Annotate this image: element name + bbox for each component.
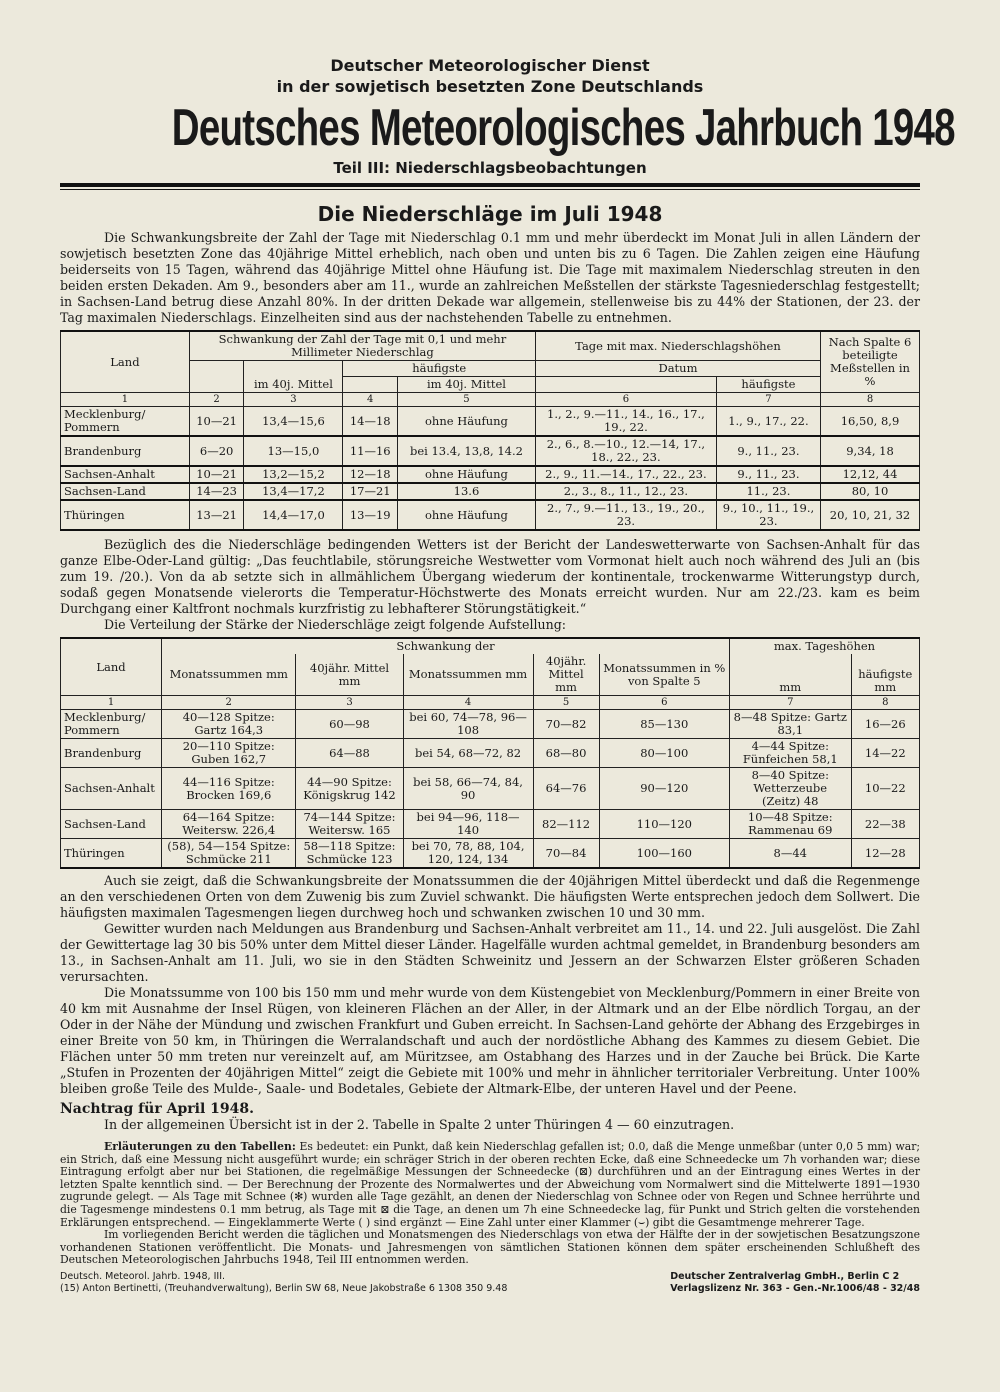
table-cell: 1., 2., 9.—11., 14., 16., 17., 19., 22. bbox=[535, 407, 716, 437]
footer-license: Verlagslizenz Nr. 363 - Gen.-Nr.1006/48 - 32/48 bbox=[670, 1282, 920, 1294]
col-header-mm: mm bbox=[729, 654, 851, 696]
col-header-nach-spalte: Nach Spalte 6 beteiligte Meßstellen in % bbox=[821, 331, 920, 393]
table-row bbox=[61, 768, 920, 810]
table-cell: 13,2—15,2 bbox=[244, 466, 343, 483]
table-cell: 9,34, 18 bbox=[821, 436, 920, 466]
intro-paragraph: Die Schwankungsbreite der Zahl der Tage mit Niederschlag 0.1 mm und mehr überdeckt im Monat Juli in allen Ländern der sowjetisch besetzten Zone das 40jährige Mittel erheblich, nach oben und unten bis zu 6 Tagen. Die Zahlen zeigen eine Häufung beiderseits von 15 Tagen, während das 40jährige Mittel ohne Häufung ist. Die Tage mit maximalem Niederschlag streuten in den beiden ersten Dekaden. Am 9., besonders aber am 11., wurde an zahlreichen Meßstellen der stärkste Tagesniederschlag festgestellt; in Sachsen-Land betrug diese Anzahl 80%. In der dritten Dekade war allgemein, stellenweise bis zu 44% der Stationen, der 23. der Tag maximalen Niederschlags. Einzelheiten sind aus der nachstehenden Tabelle zu entnehmen. bbox=[60, 230, 920, 325]
table-cell: 14—23 bbox=[189, 483, 244, 500]
column-number: 4 bbox=[403, 696, 533, 710]
column-number: 1 bbox=[61, 393, 190, 407]
row-land-cell: Mecklenburg/ Pommern bbox=[61, 407, 190, 437]
row-land-cell: Sachsen-Anhalt bbox=[61, 466, 190, 483]
footer-publisher-name: Deutscher Zentralverlag GmbH., Berlin C 2 bbox=[670, 1270, 900, 1282]
table-cell: ohne Häufung bbox=[397, 407, 535, 437]
col-header-datum: Datum bbox=[535, 361, 820, 377]
table-cell: 9., 10., 11., 19., 23. bbox=[716, 500, 820, 530]
table-row bbox=[61, 436, 920, 466]
table-cell: 64—76 bbox=[533, 768, 599, 810]
col-header-monatssummen-haeufigste: Monatssummen mm bbox=[403, 654, 533, 696]
column-number: 5 bbox=[397, 393, 535, 407]
table-cell: bei 60, 74—78, 96—108 bbox=[403, 710, 533, 739]
table-cell: 10—21 bbox=[189, 407, 244, 437]
table-cell: ohne Häufung bbox=[397, 466, 535, 483]
table-cell: 10—22 bbox=[851, 768, 919, 810]
table-cell: bei 94—96, 118—140 bbox=[403, 810, 533, 839]
publisher-zone-line: in der sowjetisch besetzten Zone Deutschlands bbox=[276, 77, 704, 96]
col-header-haeufigste-mm: häufigste mm bbox=[851, 654, 919, 696]
table-cell: 12—18 bbox=[343, 466, 398, 483]
table-row bbox=[61, 810, 920, 839]
table-cell: 80—100 bbox=[599, 739, 729, 768]
table-cell: 20—110 Spitze: Guben 162,7 bbox=[162, 739, 296, 768]
table-cell: 4—44 Spitze: Fünfeichen 58,1 bbox=[729, 739, 851, 768]
table-cell: 16—26 bbox=[851, 710, 919, 739]
column-number: 5 bbox=[533, 696, 599, 710]
footer-citation: Deutsch. Meteorol. Jahrb. 1948, III. bbox=[60, 1270, 226, 1282]
table-cell: 16,50, 8,9 bbox=[821, 407, 920, 437]
column-number: 2 bbox=[189, 393, 244, 407]
table-cell: 44—90 Spitze: Königskrug 142 bbox=[296, 768, 403, 810]
table-cell: 14—18 bbox=[343, 407, 398, 437]
table-cell: 13—21 bbox=[189, 500, 244, 530]
footer-publisher bbox=[670, 1271, 920, 1295]
table-cell: 100—160 bbox=[599, 839, 729, 869]
col-header-datum-blank bbox=[535, 377, 716, 393]
table-cell: (58), 54—154 Spitze: Schmücke 211 bbox=[162, 839, 296, 869]
table-cell: 82—112 bbox=[533, 810, 599, 839]
col-header-max: max. Tageshöhen bbox=[729, 638, 919, 654]
table-cell: 68—80 bbox=[533, 739, 599, 768]
table-cell: 11—16 bbox=[343, 436, 398, 466]
column-number-row bbox=[61, 393, 920, 407]
row-land-cell: Thüringen bbox=[61, 500, 190, 530]
col-header-40j: im 40j. Mittel bbox=[244, 361, 343, 393]
column-number-row bbox=[61, 696, 920, 710]
table-cell: 10—21 bbox=[189, 466, 244, 483]
table-cell: 11., 23. bbox=[716, 483, 820, 500]
column-number: 6 bbox=[535, 393, 716, 407]
table-row bbox=[61, 407, 920, 437]
table-cell: 13.6 bbox=[397, 483, 535, 500]
col-header-40jaehr-haeufigste: 40jähr. Mittel mm bbox=[533, 654, 599, 696]
table-cell: 58—118 Spitze: Schmücke 123 bbox=[296, 839, 403, 869]
distribution-intro: Die Verteilung der Stärke der Niederschläge zeigt folgende Aufstellung: bbox=[104, 617, 567, 632]
thunderstorm-paragraph: Gewitter wurden nach Meldungen aus Brandenburg und Sachsen-Anhalt verbreitet am 11., 14. und 22. Juli ausgelöst. Die Zahl der Gewittertage lag 30 bis 50% unter dem Mittel dieser Länder. Hagelfälle wurden achtmal gemeldet, in Brandenburg besonders am 13., in Sachsen-Anhalt am 11. Juli, wo sie in den Städten Schweinitz und Jessern an der Schwarzen Elster größeren Schaden verursachten. bbox=[60, 921, 920, 984]
table-cell: 13—15,0 bbox=[244, 436, 343, 466]
table-cell: 9., 11., 23. bbox=[716, 436, 820, 466]
table-cell: 2., 7., 9.—11., 13., 19., 20., 23. bbox=[535, 500, 716, 530]
column-number: 1 bbox=[61, 696, 162, 710]
nachtrag-title: Nachtrag für April 1948. bbox=[60, 1101, 254, 1117]
column-number: 3 bbox=[244, 393, 343, 407]
table-cell: 2., 3., 8., 11., 12., 23. bbox=[535, 483, 716, 500]
table-cell: 70—84 bbox=[533, 839, 599, 869]
table-cell: bei 13.4, 13,8, 14.2 bbox=[397, 436, 535, 466]
table-row bbox=[61, 500, 920, 530]
table-cell: 13,4—17,2 bbox=[244, 483, 343, 500]
col-header-schwankung: Schwankung der bbox=[162, 638, 730, 654]
col-header-haeufigste-40j: im 40j. Mittel bbox=[397, 377, 535, 393]
table-cell: 64—88 bbox=[296, 739, 403, 768]
table-cell: 2., 9., 11.—14., 17., 22., 23. bbox=[535, 466, 716, 483]
table-cell: 60—98 bbox=[296, 710, 403, 739]
row-land-cell: Sachsen-Land bbox=[61, 483, 190, 500]
col-header-prozent: Monatssummen in % von Spalte 5 bbox=[599, 654, 729, 696]
table-cell: 85—130 bbox=[599, 710, 729, 739]
table-row bbox=[61, 839, 920, 869]
table-cell: 80, 10 bbox=[821, 483, 920, 500]
table-cell: 22—38 bbox=[851, 810, 919, 839]
row-land-cell: Mecklenburg/ Pommern bbox=[61, 710, 162, 739]
table-row bbox=[61, 466, 920, 483]
summary-paragraph: Auch sie zeigt, daß die Schwankungsbreite der Monatssummen die der 40jährigen Mittel überdeckt und daß die Regenmenge an den verschiedenen Orten von dem Zuwenig bis zum Zuviel schwankt. Die häufigsten Werte entsprechen jedoch dem Sollwert. Die häufigsten maximalen Tagesmengen liegen durchweg hoch und schwanken zwischen 10 und 30 mm. bbox=[60, 873, 920, 920]
column-number: 3 bbox=[296, 696, 403, 710]
col-header-schwankung: Schwankung der Zahl der Tage mit 0,1 und mehr Millimeter Niederschlag bbox=[189, 331, 535, 361]
row-land-cell: Sachsen-Land bbox=[61, 810, 162, 839]
table-cell: 2., 6., 8.—10., 12.—14, 17., 18., 22., 23. bbox=[535, 436, 716, 466]
footer bbox=[60, 1271, 920, 1295]
explanation-text-2: Im vorliegenden Bericht werden die täglichen und Monatsmengen des Niederschlags von etwa der Hälfte der in der sowjetischen Besatzungszone vorhandenen Stationen veröffentlicht. Die Monats- und Jahresmengen von sämtlichen Stationen können dem später erscheinenden Schlußheft des Deutschen Meteorologischen Jahrbuchs 1948, Teil III entnommen werden. bbox=[60, 1228, 920, 1267]
column-number: 6 bbox=[599, 696, 729, 710]
document-page bbox=[60, 55, 955, 1295]
nachtrag-text: In der allgemeinen Übersicht ist in der 2. Tabelle in Spalte 2 unter Thüringen 4 — 60 einzutragen. bbox=[104, 1117, 735, 1132]
table-cell: 70—82 bbox=[533, 710, 599, 739]
col-header-tage-max: Tage mit max. Niederschlagshöhen bbox=[535, 331, 820, 361]
section-title: Die Niederschläge im Juli 1948 bbox=[317, 202, 663, 226]
table-cell: 13—19 bbox=[343, 500, 398, 530]
column-number: 7 bbox=[729, 696, 851, 710]
table-cell: 8—40 Spitze: Wetterzeube (Zeitz) 48 bbox=[729, 768, 851, 810]
col-header-haeufigste-blank bbox=[343, 377, 398, 393]
table-cell: 1., 9., 17., 22. bbox=[716, 407, 820, 437]
col-header-blank bbox=[189, 361, 244, 393]
table-cell: 64—164 Spitze: Weitersw. 226,4 bbox=[162, 810, 296, 839]
explanation-label: Erläuterungen zu den Tabellen: bbox=[104, 1140, 296, 1153]
column-number: 8 bbox=[851, 696, 919, 710]
col-header-40jaehr: 40jähr. Mittel mm bbox=[296, 654, 403, 696]
weather-paragraph: Bezüglich des die Niederschläge bedingenden Wetters ist der Bericht der Landeswetterwarte von Sachsen-Anhalt für das ganze Elbe-Oder-Land gültig: „Das feuchtlabile, störungsreiche Westwetter vom Vormonat hielt auch noch während des Juli an (bis zum 19. /20.). Von da ab setzte sich in allmählichem Übergang wiederum der kontinentale, trockenwarme Witterungstyp durch, sodaß gegen Monatsende vielerorts die Temperatur-Höchstwerte des Monats erreicht wurden. Nur am 22./23. kam es beim Durchgang einer Kaltfront nochmals kurzfristig zu lebhafterer Störungstätigkeit.“ bbox=[60, 537, 920, 616]
table-cell: 9., 11., 23. bbox=[716, 466, 820, 483]
col-header-datum-haeufigste: häufigste bbox=[716, 377, 820, 393]
table-cell: bei 70, 78, 88, 104, 120, 124, 134 bbox=[403, 839, 533, 869]
table-cell: 10—48 Spitze: Rammenau 69 bbox=[729, 810, 851, 839]
row-land-cell: Brandenburg bbox=[61, 739, 162, 768]
table-precip-days bbox=[60, 330, 920, 531]
table-cell: 74—144 Spitze: Weitersw. 165 bbox=[296, 810, 403, 839]
column-number: 7 bbox=[716, 393, 820, 407]
table-cell: 12,12, 44 bbox=[821, 466, 920, 483]
table-cell: 110—120 bbox=[599, 810, 729, 839]
table-row bbox=[61, 710, 920, 739]
table-row bbox=[61, 483, 920, 500]
col-header-land: Land bbox=[61, 638, 162, 696]
row-land-cell: Sachsen-Anhalt bbox=[61, 768, 162, 810]
table-cell: ohne Häufung bbox=[397, 500, 535, 530]
table-cell: 12—28 bbox=[851, 839, 919, 869]
monthly-sum-paragraph: Die Monatssumme von 100 bis 150 mm und mehr wurde von dem Küstengebiet von Mecklenburg/Pommern in einer Breite von 40 km mit Ausnahme der Insel Rügen, von kleineren Flächen an der Aller, in der Altmark und an der Elbe nördlich Torgau, an der Oder in der Nähe der Mündung und zwischen Frankfurt und Guben erreicht. In Sachsen-Land gehörte der Abhang des Erzgebirges in einer Breite von 50 km, in Thüringen die Werralandschaft und auch der nordöstliche Abhang des Kammes zu diesem Gebiet. Die Flächen unter 50 mm treten nur vereinzelt auf, am Müritzsee, am Ostabhang des Harzes und in der Zauche bei Brück. Die Karte „Stufen in Prozenten der 40jährigen Mittel“ zeigt die Gebiete mit 100% und mehr in ähnlicher territorialer Verbreitung. Unter 100% bleiben große Teile des Mulde-, Saale- und Bodetales, Gebiete der Altmark-Elbe, der unteren Havel und der Peene. bbox=[60, 985, 920, 1096]
explanation-note bbox=[60, 1141, 920, 1267]
table-precip-amounts bbox=[60, 637, 920, 869]
table-cell: 14,4—17,0 bbox=[244, 500, 343, 530]
col-header-monatssummen: Monatssummen mm bbox=[162, 654, 296, 696]
table-cell: 6—20 bbox=[189, 436, 244, 466]
row-land-cell: Thüringen bbox=[61, 839, 162, 869]
col-header-haeufigste: häufigste bbox=[343, 361, 535, 377]
explanation-text: Es bedeutet: ein Punkt, daß kein Niederschlag gefallen ist; 0.0, daß die Menge unmeßbar (unter 0,0 5 mm) war; ein Strich, daß eine Messung nicht ausgeführt wurde; ein schräger Strich in der oberen rechten Ecke, daß eine Schneedecke um 7h vorhanden war; diese Eintragung erfolgt aber nur bei Stationen, die regelmäßige Messungen der Schneedecke (⊠) durchführen und an der Eintragung eines Wertes in der letzten Spalte kenntlich sind. — Der Berechnung der Prozente des Normalwertes und der Abweichung vom Normalwert sind die Mittelwerte 1891—1930 zugrunde gelegt. — Als Tage mit Schnee (✻) wurden alle Tage gezählt, an denen der Niederschlag von Schnee oder von Regen und Schnee herrührte und die Tagesmenge mindestens 0.1 mm betrug, als Tage mit ⊠ die Tage, an denen um 7h eine Schneedecke lag, für Punkt und Strich gelten die vorstehenden Erklärungen entsprechend. — Eingeklammerte Werte ( ) sind ergänzt — Eine Zahl unter einer Klammer (⌣) gibt die Gesamtmenge mehrerer Tage. bbox=[60, 1140, 920, 1229]
table-cell: 13,4—15,6 bbox=[244, 407, 343, 437]
publisher-line: Deutscher Meteorologischer Dienst bbox=[330, 56, 650, 75]
column-number: 2 bbox=[162, 696, 296, 710]
table-cell: bei 54, 68—72, 82 bbox=[403, 739, 533, 768]
table-cell: 8—44 bbox=[729, 839, 851, 869]
table-cell: 90—120 bbox=[599, 768, 729, 810]
title-rule bbox=[60, 183, 920, 187]
table-cell: 44—116 Spitze: Brocken 169,6 bbox=[162, 768, 296, 810]
column-number: 8 bbox=[821, 393, 920, 407]
title-rule-thin bbox=[60, 189, 920, 190]
column-number: 4 bbox=[343, 393, 398, 407]
col-header-land: Land bbox=[61, 331, 190, 393]
document-title: Deutsches Meteorologisches Jahrbuch 1948 bbox=[171, 99, 955, 157]
table-cell: bei 58, 66—74, 84, 90 bbox=[403, 768, 533, 810]
table-cell: 14—22 bbox=[851, 739, 919, 768]
footer-printer: (15) Anton Bertinetti, (Treuhandverwaltung), Berlin SW 68, Neue Jakobstraße 6 1308 350 9.48 bbox=[60, 1282, 508, 1294]
table-cell: 8—48 Spitze: Gartz 83,1 bbox=[729, 710, 851, 739]
table-cell: 17—21 bbox=[343, 483, 398, 500]
table-cell: 20, 10, 21, 32 bbox=[821, 500, 920, 530]
row-land-cell: Brandenburg bbox=[61, 436, 190, 466]
table-row bbox=[61, 739, 920, 768]
table-cell: 40—128 Spitze: Gartz 164,3 bbox=[162, 710, 296, 739]
document-subtitle: Teil III: Niederschlagsbeobachtungen bbox=[333, 159, 647, 177]
